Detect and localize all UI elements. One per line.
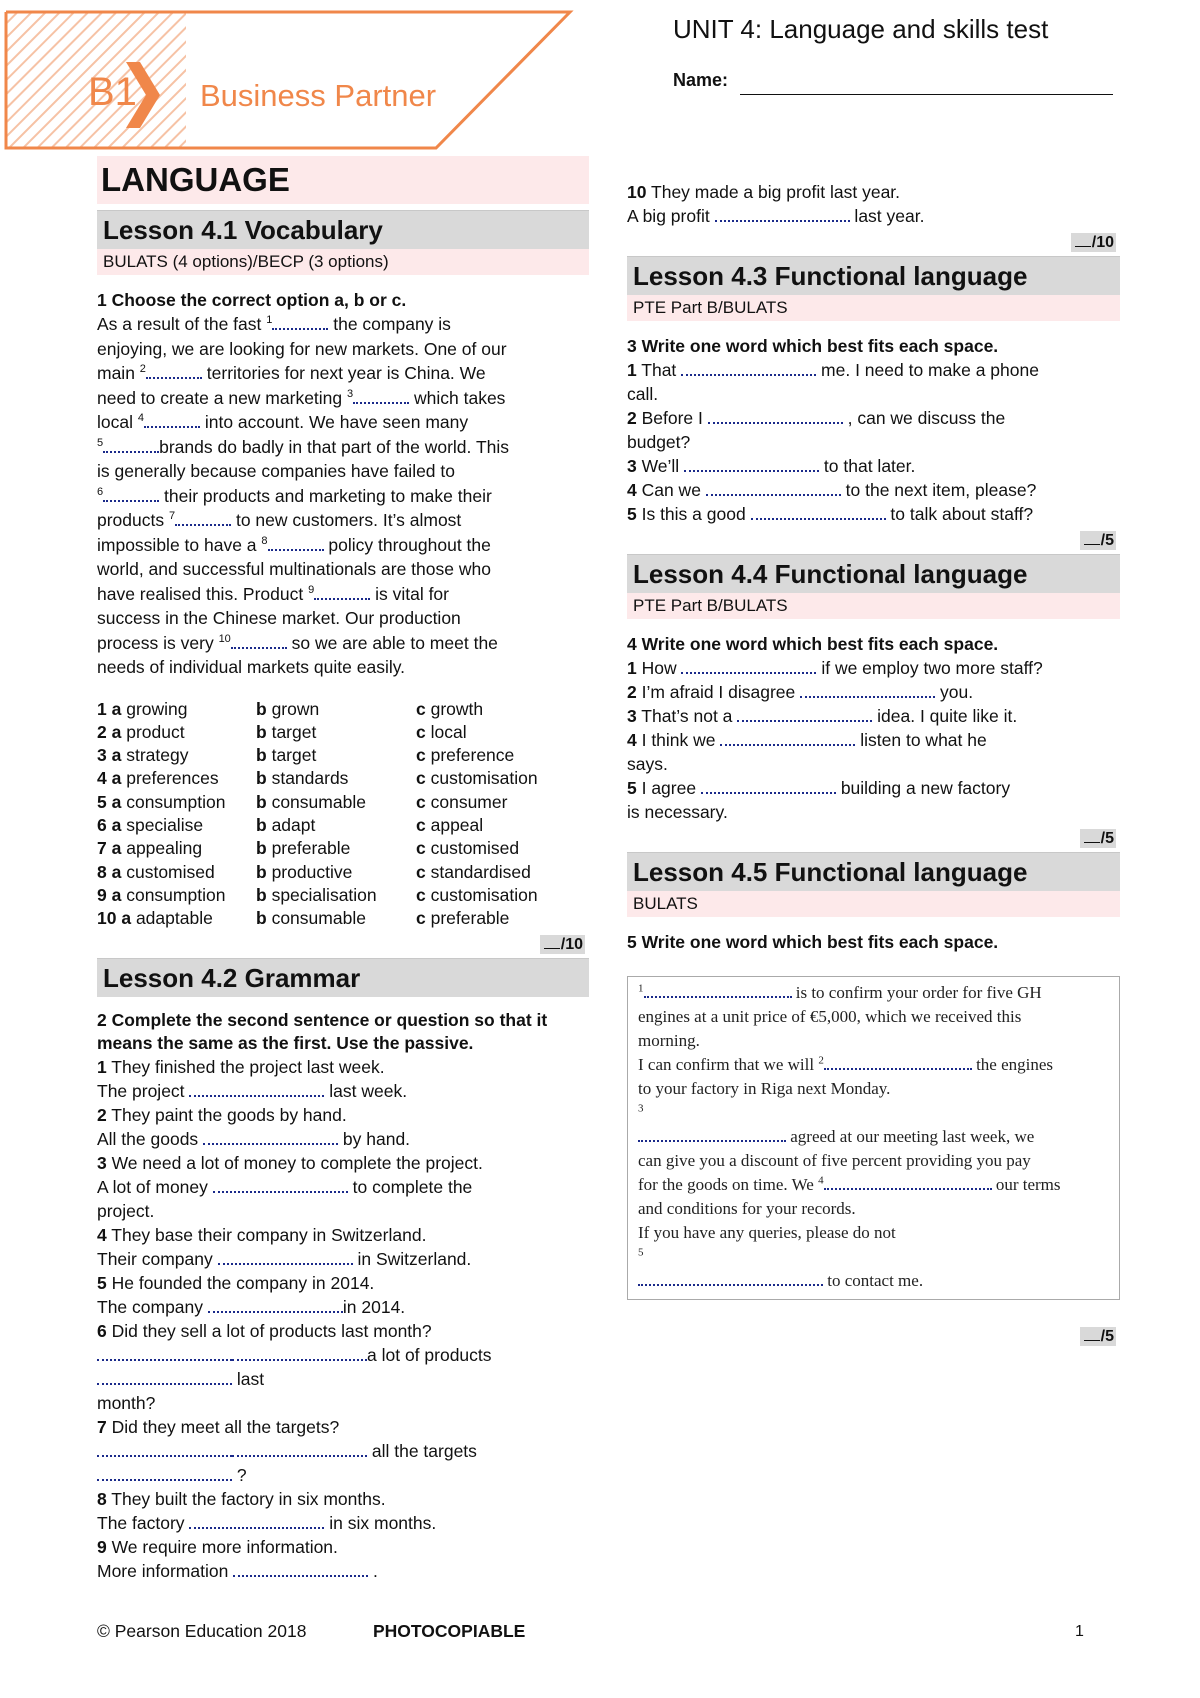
grammar-item bbox=[97, 1319, 589, 1415]
lesson-4-1-subtitle: BULATS (4 options)/BECP (3 options) bbox=[97, 249, 589, 275]
answer-gap[interactable] bbox=[232, 1441, 367, 1457]
option-row bbox=[97, 721, 589, 744]
page-number: 1 bbox=[1075, 1623, 1084, 1640]
fl-item: 3 We’ll to that later. bbox=[627, 456, 916, 476]
grammar-question: 5 He founded the company in 2014. bbox=[97, 1273, 375, 1294]
item-number: 9 bbox=[97, 1537, 107, 1558]
option-c[interactable]: c preferable bbox=[416, 908, 510, 929]
vocab-line: $^6$ their products and marketing to make their bbox=[97, 485, 492, 506]
fl-item-cont: call. bbox=[627, 384, 659, 404]
fl-item-cont: budget? bbox=[627, 432, 691, 452]
answer-gap[interactable] bbox=[103, 437, 159, 453]
fl-item: 2 Before I , can we discuss the bbox=[627, 408, 1006, 428]
option-b[interactable]: b standards bbox=[256, 768, 349, 789]
option-row bbox=[97, 791, 589, 814]
letter-box: $^1$ is to confirm your order for five GH engines at a unit price of €5,000, which we received this morning. I can confirm that we will $^2$ the engines to your factory in Riga next Monday. $^3$ agreed at our meeting last week, we can give you a discount of five percent providing you pay for the goods on time. We $^4$ our terms and conditions for your records. If you have any queries, please do not $^5$ to contact me. bbox=[627, 976, 1120, 1300]
footer-photocopiable: PHOTOCOPIABLE bbox=[373, 1621, 526, 1641]
item-number: 3 bbox=[627, 456, 637, 476]
section-title: LANGUAGE bbox=[97, 156, 589, 204]
answer-gap[interactable] bbox=[97, 1441, 232, 1457]
grammar-item bbox=[97, 1223, 589, 1271]
gap-number: 2 bbox=[139, 363, 146, 376]
answer-gap[interactable] bbox=[800, 682, 935, 698]
answer-gap[interactable] bbox=[737, 706, 872, 722]
vocab-line: need to create a new marketing $^3$ which takes bbox=[97, 387, 506, 408]
answer-gap[interactable] bbox=[97, 1465, 232, 1481]
grammar-item bbox=[97, 1151, 589, 1223]
option-b[interactable]: b target bbox=[256, 745, 317, 766]
lesson-4-4-title: Lesson 4.4 Functional language bbox=[627, 554, 1120, 593]
lesson-4-3-title: Lesson 4.3 Functional language bbox=[627, 256, 1120, 295]
lesson-4-4-subtitle: PTE Part B/BULATS bbox=[627, 593, 1120, 619]
vocab-line: is generally because companies have failed to bbox=[97, 461, 455, 481]
item-number: 10 bbox=[627, 182, 647, 202]
answer-gap[interactable] bbox=[715, 206, 850, 222]
grammar-question: 3 We need a lot of money to complete the project. bbox=[97, 1153, 483, 1174]
option-c[interactable]: c appeal bbox=[416, 814, 484, 835]
grammar-question: 4 They base their company in Switzerland. bbox=[97, 1225, 427, 1246]
item-number: 5 bbox=[627, 504, 637, 524]
option-row bbox=[97, 861, 589, 884]
option-b[interactable]: b consumable bbox=[256, 791, 366, 812]
answer-gap[interactable] bbox=[232, 1345, 367, 1361]
option-row bbox=[97, 907, 589, 930]
answer-gap[interactable] bbox=[681, 658, 816, 674]
grammar-item bbox=[97, 1271, 589, 1319]
lesson-4-5-title: Lesson 4.5 Functional language bbox=[627, 852, 1120, 891]
vocab-line: products $^7$ to new customers. It’s almost bbox=[97, 510, 462, 530]
footer-copyright: © Pearson Education 2018 bbox=[97, 1621, 307, 1641]
vocab-line: process is very $^{10}$ so we are able to meet the bbox=[97, 632, 498, 653]
answer-gap[interactable] bbox=[706, 480, 841, 496]
option-a[interactable]: 2 a product bbox=[97, 721, 185, 742]
answer-gap[interactable] bbox=[708, 408, 843, 424]
answer-gap[interactable] bbox=[824, 1054, 972, 1070]
grammar-question: 6 Did they sell a lot of products last month? bbox=[97, 1321, 432, 1342]
item-number: 5 bbox=[97, 1273, 107, 1294]
option-b[interactable]: b adapt bbox=[256, 814, 316, 835]
answer-gap[interactable] bbox=[353, 388, 409, 404]
name-field[interactable] bbox=[740, 94, 1113, 95]
answer-gap[interactable] bbox=[233, 1561, 368, 1577]
answer-gap[interactable] bbox=[103, 486, 159, 502]
lesson-4-1-score: /10 bbox=[97, 936, 585, 954]
lesson-4-3-score: /5 bbox=[627, 532, 1116, 550]
grammar-item bbox=[97, 1535, 589, 1583]
grammar-item bbox=[97, 1055, 589, 1103]
option-a[interactable]: 1 a growing bbox=[97, 698, 188, 719]
option-c[interactable]: c standardised bbox=[416, 861, 531, 882]
grammar-question: 1 They finished the project last week. bbox=[97, 1057, 385, 1078]
item-number: 7 bbox=[97, 1417, 107, 1438]
option-a[interactable]: 7 a appealing bbox=[97, 838, 203, 859]
grammar-question: 7 Did they meet all the targets? bbox=[97, 1417, 340, 1438]
gap-number: 8 bbox=[261, 534, 268, 547]
grammar-answer: Their company in Switzerland. bbox=[97, 1249, 472, 1270]
grammar-answer: The company in 2014. bbox=[97, 1297, 406, 1318]
lesson-4-1-title: Lesson 4.1 Vocabulary bbox=[97, 210, 589, 249]
option-b[interactable]: b grown bbox=[256, 698, 320, 719]
item-number: 6 bbox=[97, 1321, 107, 1342]
option-a[interactable]: 3 a strategy bbox=[97, 745, 189, 766]
vocab-options bbox=[97, 698, 589, 931]
vocab-line: As a result of the fast $^1$ the company is bbox=[97, 314, 451, 334]
grammar-question: 2 They paint the goods by hand. bbox=[97, 1105, 347, 1126]
option-row bbox=[97, 837, 589, 860]
fl-item-cont: says. bbox=[627, 754, 668, 774]
fl-item: 1 That me. I need to make a phone bbox=[627, 360, 1039, 380]
option-row bbox=[97, 698, 589, 721]
answer-gap[interactable] bbox=[218, 1249, 353, 1265]
item-number: 2 bbox=[97, 1105, 107, 1126]
lesson-4-5-score: /5 bbox=[627, 1328, 1116, 1346]
vocab-line: local $^4$ into account. We have seen many bbox=[97, 412, 469, 432]
answer-gap[interactable] bbox=[644, 982, 792, 998]
lesson-4-4-instruction: 4 Write one word which best fits each space. bbox=[627, 634, 999, 654]
fl-item: 1 How if we employ two more staff? bbox=[627, 658, 1043, 678]
gap-number: 7 bbox=[168, 510, 176, 523]
option-b[interactable]: b target bbox=[256, 721, 317, 742]
item-number: 1 bbox=[627, 360, 637, 380]
item-number: 4 bbox=[627, 730, 637, 750]
grammar-item bbox=[97, 1487, 589, 1535]
gap-number: 4 bbox=[137, 412, 144, 425]
answer-gap[interactable] bbox=[146, 363, 202, 379]
vocab-line: success in the Chinese market. Our production bbox=[97, 608, 461, 628]
answer-gap[interactable] bbox=[272, 314, 328, 330]
grammar-answer: all the targets ? bbox=[97, 1439, 589, 1487]
option-c[interactable]: c customisation bbox=[416, 884, 538, 905]
right-column bbox=[627, 180, 1120, 1350]
answer-gap[interactable] bbox=[175, 510, 231, 526]
lesson-4-3-instruction: 3 Write one word which best fits each space. bbox=[627, 336, 999, 356]
option-a[interactable]: 5 a consumption bbox=[97, 791, 226, 812]
answer-gap[interactable] bbox=[189, 1513, 324, 1529]
answer-gap[interactable] bbox=[638, 1126, 786, 1142]
grammar-answer: The factory in six months. bbox=[97, 1513, 437, 1534]
option-c[interactable]: c preference bbox=[416, 745, 515, 766]
gap-number: 9 bbox=[308, 583, 315, 596]
option-c[interactable]: c customisation bbox=[416, 768, 538, 789]
grammar-question: 9 We require more information. bbox=[97, 1537, 338, 1558]
fl-item-cont: is necessary. bbox=[627, 802, 728, 822]
grammar-question: 8 They built the factory in six months. bbox=[97, 1489, 386, 1510]
item-number: 3 bbox=[97, 1153, 107, 1174]
vocab-paragraph bbox=[97, 312, 589, 680]
gap-number: 6 bbox=[97, 485, 104, 498]
lesson-4-3-subtitle: PTE Part B/BULATS bbox=[627, 295, 1120, 321]
lesson-4-2-title: Lesson 4.2 Grammar bbox=[97, 958, 589, 997]
answer-gap[interactable] bbox=[684, 456, 819, 472]
grammar-items-continued bbox=[627, 180, 1120, 228]
option-a[interactable]: 9 a consumption bbox=[97, 884, 226, 905]
option-row bbox=[97, 814, 589, 837]
item-number: 8 bbox=[97, 1489, 107, 1510]
option-c[interactable]: c growth bbox=[416, 698, 484, 719]
option-b[interactable]: b consumable bbox=[256, 908, 366, 929]
option-c[interactable]: c consumer bbox=[416, 791, 508, 812]
answer-gap[interactable] bbox=[97, 1345, 232, 1361]
answer-gap[interactable] bbox=[208, 1297, 343, 1313]
item-number: 1 bbox=[627, 658, 637, 678]
vocab-line: have realised this. Product $^9$ is vital for bbox=[97, 583, 449, 604]
fl-item: 3 That’s not a idea. I quite like it. bbox=[627, 706, 1018, 726]
vocab-line: main $^2$ territories for next year is China. We bbox=[97, 363, 486, 383]
answer-gap[interactable] bbox=[144, 412, 200, 428]
item-number: 2 bbox=[627, 682, 637, 702]
option-row bbox=[97, 884, 589, 907]
option-a[interactable]: 10 a adaptable bbox=[97, 908, 213, 929]
fl-item: 4 Can we to the next item, please? bbox=[627, 480, 1037, 500]
logo-banner bbox=[0, 0, 575, 150]
option-a[interactable]: 6 a specialise bbox=[97, 814, 204, 835]
option-b[interactable]: b specialisation bbox=[256, 884, 377, 905]
grammar-question: 10 They made a big profit last year. bbox=[627, 182, 901, 202]
gap-number: 3 bbox=[347, 387, 354, 400]
lesson-4-5-instruction: 5 Write one word which best fits each space. bbox=[627, 932, 999, 952]
lesson-4-4-items bbox=[627, 656, 1120, 824]
vocab-line: enjoying, we are looking for new markets. One of our bbox=[97, 338, 507, 359]
grammar-items bbox=[97, 1055, 589, 1583]
answer-gap[interactable] bbox=[720, 730, 855, 746]
answer-gap[interactable] bbox=[681, 360, 816, 376]
gap-number: 1 bbox=[266, 314, 273, 327]
answer-gap[interactable] bbox=[231, 633, 287, 649]
answer-gap[interactable] bbox=[268, 535, 324, 551]
page-title: UNIT 4: Language and skills test bbox=[673, 14, 1049, 44]
answer-gap[interactable] bbox=[638, 1270, 823, 1286]
option-c[interactable]: c local bbox=[416, 721, 467, 742]
lesson-4-5-subtitle: BULATS bbox=[627, 891, 1120, 917]
fl-item: 4 I think we listen to what he bbox=[627, 730, 987, 750]
answer-gap[interactable] bbox=[189, 1081, 324, 1097]
item-number: 1 bbox=[97, 1057, 107, 1078]
answer-gap[interactable] bbox=[701, 778, 836, 794]
fl-item: 5 I agree building a new factory bbox=[627, 778, 1011, 798]
option-a[interactable]: 8 a customised bbox=[97, 861, 215, 882]
item-number: 3 bbox=[627, 706, 637, 726]
fl-item: 5 Is this a good to talk about staff? bbox=[627, 504, 1034, 524]
vocab-line: needs of individual markets quite easily. bbox=[97, 657, 406, 677]
option-b[interactable]: b productive bbox=[256, 861, 353, 882]
grammar-answer: All the goods by hand. bbox=[97, 1129, 411, 1150]
lesson-4-4-score: /5 bbox=[627, 830, 1116, 848]
option-b[interactable]: b preferable bbox=[256, 838, 351, 859]
logo-level: B1 bbox=[88, 70, 137, 114]
lesson-4-2-instruction: 2 Complete the second sentence or question so that it means the same as the first. Use the passive. bbox=[97, 1010, 548, 1054]
answer-gap[interactable] bbox=[314, 584, 370, 600]
vocab-line: impossible to have a $^8$ policy throughout the bbox=[97, 534, 491, 555]
logo-brand: Business Partner bbox=[200, 78, 437, 113]
item-number: 4 bbox=[97, 1225, 107, 1246]
lesson-4-1-instruction: 1 Choose the correct option a, b or c. bbox=[97, 290, 407, 310]
grammar-answer-cont: month? bbox=[97, 1393, 156, 1414]
option-row bbox=[97, 767, 589, 790]
vocab-line: $^5$ brands do badly in that part of the world. This bbox=[97, 436, 510, 457]
lesson-4-2-score: /10 bbox=[627, 234, 1116, 252]
gap-number: 5 bbox=[97, 436, 104, 449]
grammar-item bbox=[97, 1103, 589, 1151]
grammar-answer: a lot of products last bbox=[97, 1343, 589, 1391]
item-number: 5 bbox=[627, 778, 637, 798]
grammar-answer: A big profit last year. bbox=[627, 206, 925, 226]
fl-item: 2 I’m afraid I disagree you. bbox=[627, 682, 974, 702]
answer-gap[interactable] bbox=[213, 1177, 348, 1193]
gap-number: 10 bbox=[218, 632, 231, 645]
grammar-answer: A lot of money to complete the bbox=[97, 1177, 473, 1198]
answer-gap[interactable] bbox=[203, 1129, 338, 1145]
answer-gap[interactable] bbox=[824, 1174, 992, 1190]
item-number: 2 bbox=[627, 408, 637, 428]
answer-gap[interactable] bbox=[97, 1369, 232, 1385]
grammar-answer: More information . bbox=[97, 1561, 378, 1582]
vocab-line: world, and successful multinationals are those who bbox=[97, 559, 491, 579]
option-a[interactable]: 4 a preferences bbox=[97, 768, 219, 789]
option-row bbox=[97, 744, 589, 767]
grammar-item bbox=[627, 180, 1120, 228]
option-c[interactable]: c customised bbox=[416, 838, 520, 859]
left-column bbox=[97, 156, 589, 1583]
grammar-item bbox=[97, 1415, 589, 1487]
answer-gap[interactable] bbox=[751, 504, 886, 520]
grammar-answer-cont: project. bbox=[97, 1201, 155, 1222]
name-label: Name: bbox=[673, 70, 729, 90]
grammar-answer: The project last week. bbox=[97, 1081, 408, 1102]
item-number: 4 bbox=[627, 480, 637, 500]
lesson-4-3-items bbox=[627, 358, 1120, 526]
